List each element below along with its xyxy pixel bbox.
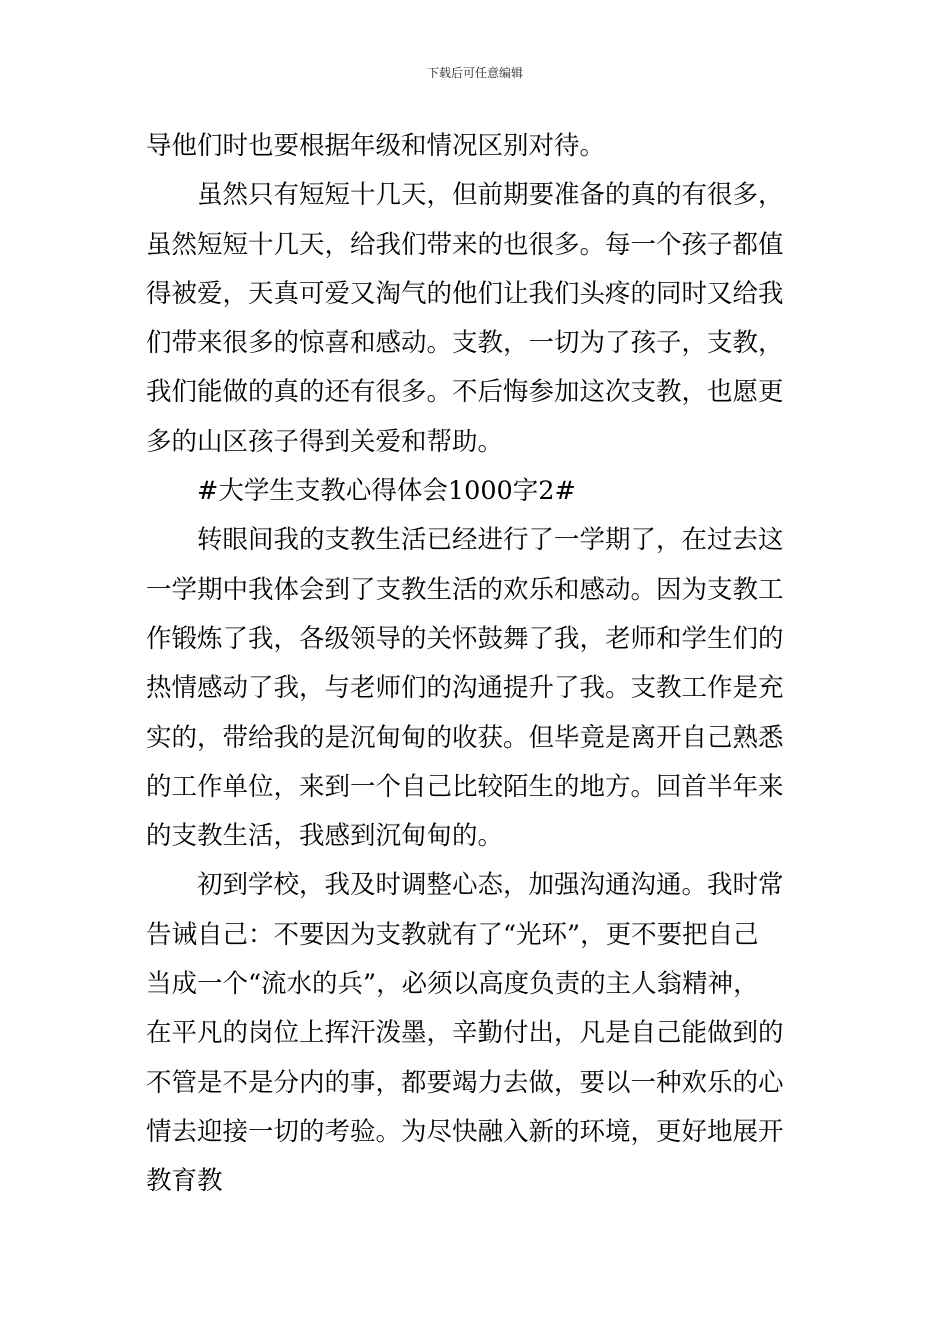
text-line: 得被爱，天真可爱又淘气的他们让我们头疼的同时又给我	[146, 278, 784, 309]
text-line: 告诫自己：不要因为支教就有了“光环”，更不要把自己	[146, 919, 759, 950]
text-line: 我们能做的真的还有很多。不后悔参加这次支教，也愿更	[146, 377, 784, 408]
text-line: 教育教	[146, 1166, 223, 1197]
text-line: 当成一个“流水的兵”，必须以高度负责的主人翁精神，	[146, 969, 759, 1000]
text-line: 情去迎接一切的考验。为尽快融入新的环境，更好地展开	[146, 1116, 784, 1147]
text-line: 转眼间我的支教生活已经进行了一学期了，在过去这	[197, 525, 784, 556]
text-line: 实的，带给我的是沉甸甸的收获。但毕竟是离开自己熟悉	[146, 722, 784, 753]
text-line: 初到学校，我及时调整心态，加强沟通沟通。我时常	[197, 870, 784, 901]
text-line: 虽然只有短短十几天，但前期要准备的真的有很多，	[197, 180, 784, 211]
text-line: 作锻炼了我，各级领导的关怀鼓舞了我，老师和学生们的	[146, 623, 784, 654]
text-line: 一学期中我体会到了支教生活的欢乐和感动。因为支教工	[146, 574, 784, 605]
text-line: 热情感动了我，与老师们的沟通提升了我。支教工作是充	[146, 673, 784, 704]
text-line: 多的山区孩子得到关爱和帮助。	[146, 426, 504, 457]
text-line: 不管是不是分内的事，都要竭力去做，要以一种欢乐的心	[146, 1067, 784, 1098]
text-line: 的工作单位，来到一个自己比较陌生的地方。回首半年来	[146, 771, 784, 802]
text-line: 在平凡的岗位上挥汗泼墨，辛勤付出，凡是自己能做到的	[146, 1018, 784, 1049]
page-header: 下载后可任意编辑	[426, 66, 523, 80]
section-heading: #大学生支教心得体会1000字2#	[197, 476, 576, 507]
body-text	[146, 122, 808, 1207]
text-line: 虽然短短十几天，给我们带来的也很多。每一个孩子都值	[146, 229, 784, 260]
text-line: 导他们时也要根据年级和情况区别对待。	[146, 131, 606, 161]
text-line: 们带来很多的惊喜和感动。支教，一切为了孩子，支教，	[146, 328, 784, 359]
text-line: 的支教生活，我感到沉甸甸的。	[146, 821, 504, 852]
